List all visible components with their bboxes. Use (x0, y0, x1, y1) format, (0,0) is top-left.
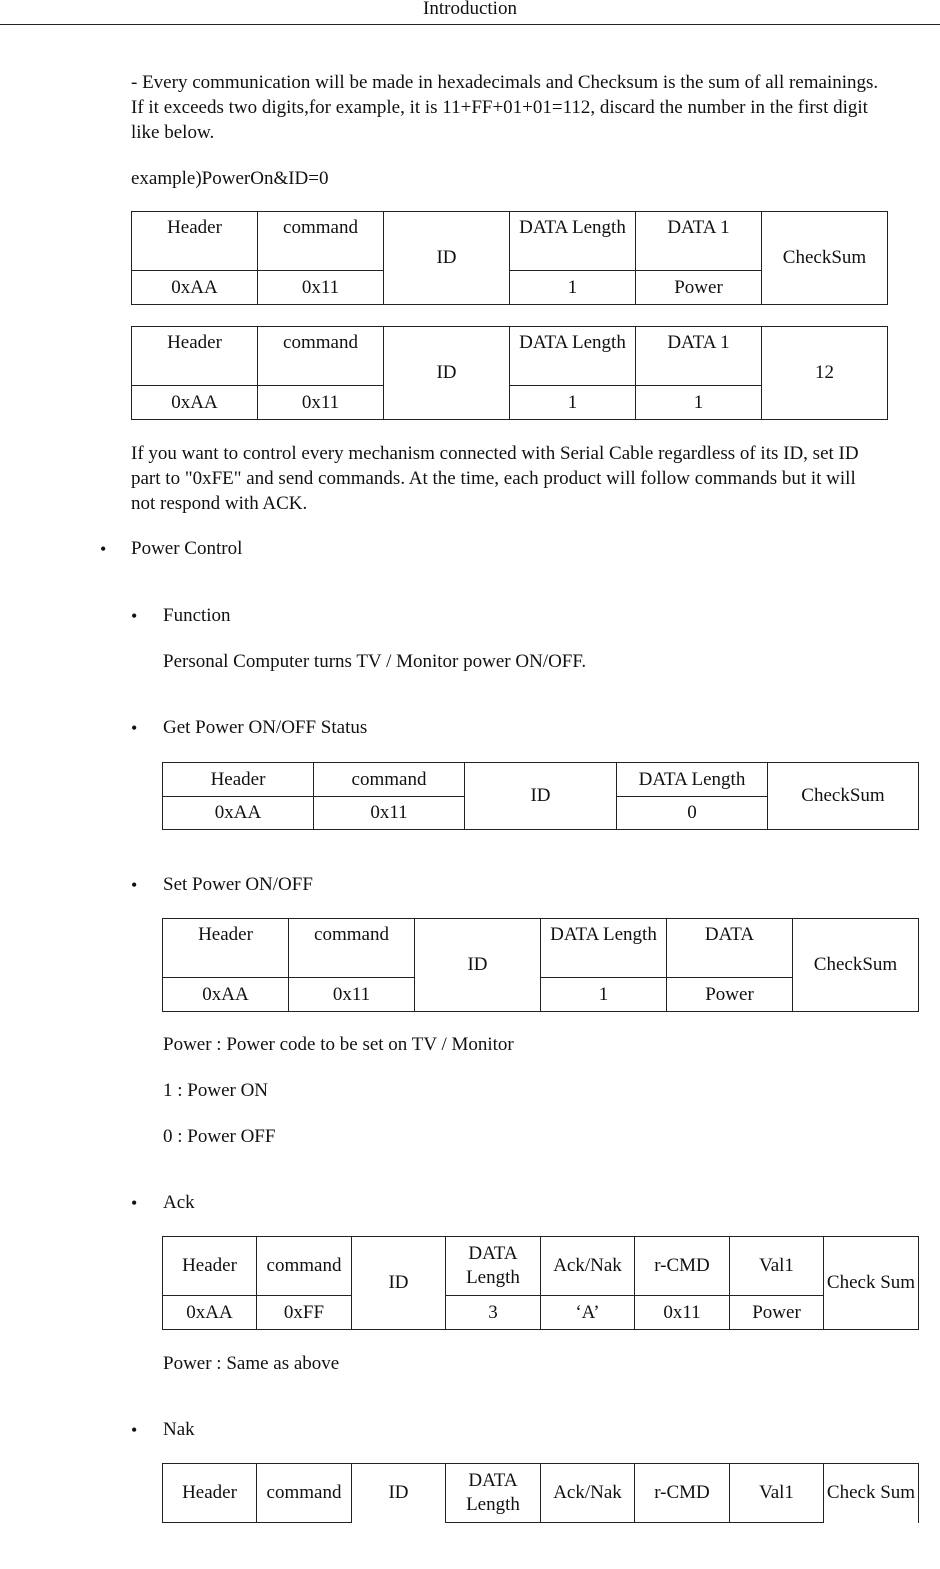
header-cell: Header (163, 919, 289, 978)
nak-title: Nak (163, 1419, 195, 1440)
id-cell: ID (352, 1237, 446, 1330)
page-header (0, 0, 940, 25)
header-cell: Header (132, 327, 258, 386)
ack-nak-cell: Ack/Nak (541, 1464, 635, 1523)
id-cell: ID (384, 212, 510, 305)
get-power-table (162, 762, 919, 830)
header-cell: Header (163, 1464, 257, 1523)
command-value: 0x11 (258, 271, 384, 305)
header-value: 0xAA (132, 271, 258, 305)
bullet-icon: • (100, 539, 107, 559)
data1-value: Power (636, 271, 762, 305)
checksum-cell: CheckSum (762, 212, 888, 305)
data1-cell: DATA 1 (636, 212, 762, 271)
header-value: 0xAA (163, 978, 289, 1012)
command-value: 0xFF (257, 1296, 352, 1330)
example-table-1 (131, 211, 888, 305)
val1-value: Power (730, 1296, 824, 1330)
id-cell: ID (465, 763, 617, 830)
set-power-table (162, 918, 919, 1012)
data1-value: 1 (636, 386, 762, 420)
power-off-code: 0 : Power OFF (163, 1126, 276, 1147)
power-control-title: Power Control (131, 538, 243, 559)
data-length-value: 0 (617, 797, 768, 830)
nak-table (162, 1463, 919, 1523)
data-length-cell: DATA Length (617, 763, 768, 797)
checksum-cell: Check Sum (824, 1237, 919, 1330)
ack-title: Ack (163, 1192, 195, 1213)
function-title: Function (163, 605, 231, 626)
page-header-title: Introduction (423, 0, 517, 19)
ack-nak-cell: Ack/Nak (541, 1237, 635, 1296)
command-cell: command (257, 1464, 352, 1523)
intro-line-2: If it exceeds two digits,for example, it is 11+FF+01+01=112, discard the number in the first digit (131, 97, 868, 118)
command-value: 0x11 (258, 386, 384, 420)
checksum-cell: Check Sum (824, 1464, 919, 1523)
data-value: Power (667, 978, 793, 1012)
data-length-value: 3 (446, 1296, 541, 1330)
power-on-code: 1 : Power ON (163, 1080, 269, 1101)
header-cell: Header (163, 1237, 257, 1296)
bullet-icon: • (131, 606, 138, 626)
bullet-icon: • (131, 1193, 138, 1213)
ack-note: Power : Same as above (163, 1353, 340, 1374)
header-value: 0xAA (132, 386, 258, 420)
broadcast-line-2: part to "0xFE" and send commands. At the time, each product will follow commands but it will (131, 468, 856, 489)
data-length-cell: DATA Length (510, 212, 636, 271)
command-value: 0x11 (289, 978, 415, 1012)
r-cmd-value: 0x11 (635, 1296, 730, 1330)
command-cell: command (289, 919, 415, 978)
val1-cell: Val1 (730, 1464, 824, 1523)
broadcast-line-1: If you want to control every mechanism connected with Serial Cable regardless of its ID, set ID (131, 443, 859, 464)
r-cmd-cell: r-CMD (635, 1237, 730, 1296)
set-power-title: Set Power ON/OFF (163, 874, 313, 895)
id-cell: ID (415, 919, 541, 1012)
data1-cell: DATA 1 (636, 327, 762, 386)
val1-cell: Val1 (730, 1237, 824, 1296)
command-cell: command (314, 763, 465, 797)
header-cell: Header (132, 212, 258, 271)
data-cell: DATA (667, 919, 793, 978)
command-cell: command (257, 1237, 352, 1296)
example-table-2 (131, 326, 888, 420)
data-length-cell: DATA Length (510, 327, 636, 386)
data-length-cell: DATA Length (446, 1464, 541, 1523)
intro-line-1: - Every communication will be made in hexadecimals and Checksum is the sum of all remainings. (131, 72, 879, 93)
data-length-cell: DATA Length (541, 919, 667, 978)
function-description: Personal Computer turns TV / Monitor power ON/OFF. (163, 651, 587, 672)
bullet-icon: • (131, 1420, 138, 1440)
command-cell: command (258, 212, 384, 271)
bullet-icon: • (131, 875, 138, 895)
power-description: Power : Power code to be set on TV / Monitor (163, 1034, 514, 1055)
ack-nak-value: ‘A’ (541, 1296, 635, 1330)
id-cell: ID (352, 1464, 446, 1523)
intro-line-3: like below. (131, 122, 215, 143)
header-cell: Header (163, 763, 314, 797)
get-power-title: Get Power ON/OFF Status (163, 717, 368, 738)
header-value: 0xAA (163, 1296, 257, 1330)
data-length-value: 1 (510, 271, 636, 305)
command-value: 0x11 (314, 797, 465, 830)
r-cmd-cell: r-CMD (635, 1464, 730, 1523)
header-value: 0xAA (163, 797, 314, 830)
checksum-cell: CheckSum (793, 919, 919, 1012)
id-cell: ID (384, 327, 510, 420)
checksum-value: 12 (762, 327, 888, 420)
data-length-cell: DATA Length (446, 1237, 541, 1296)
broadcast-line-3: not respond with ACK. (131, 493, 308, 514)
example-label: example)PowerOn&ID=0 (131, 168, 329, 189)
data-length-value: 1 (541, 978, 667, 1012)
ack-table (162, 1236, 919, 1330)
command-cell: command (258, 327, 384, 386)
data-length-value: 1 (510, 386, 636, 420)
checksum-cell: CheckSum (768, 763, 919, 830)
bullet-icon: • (131, 718, 138, 738)
